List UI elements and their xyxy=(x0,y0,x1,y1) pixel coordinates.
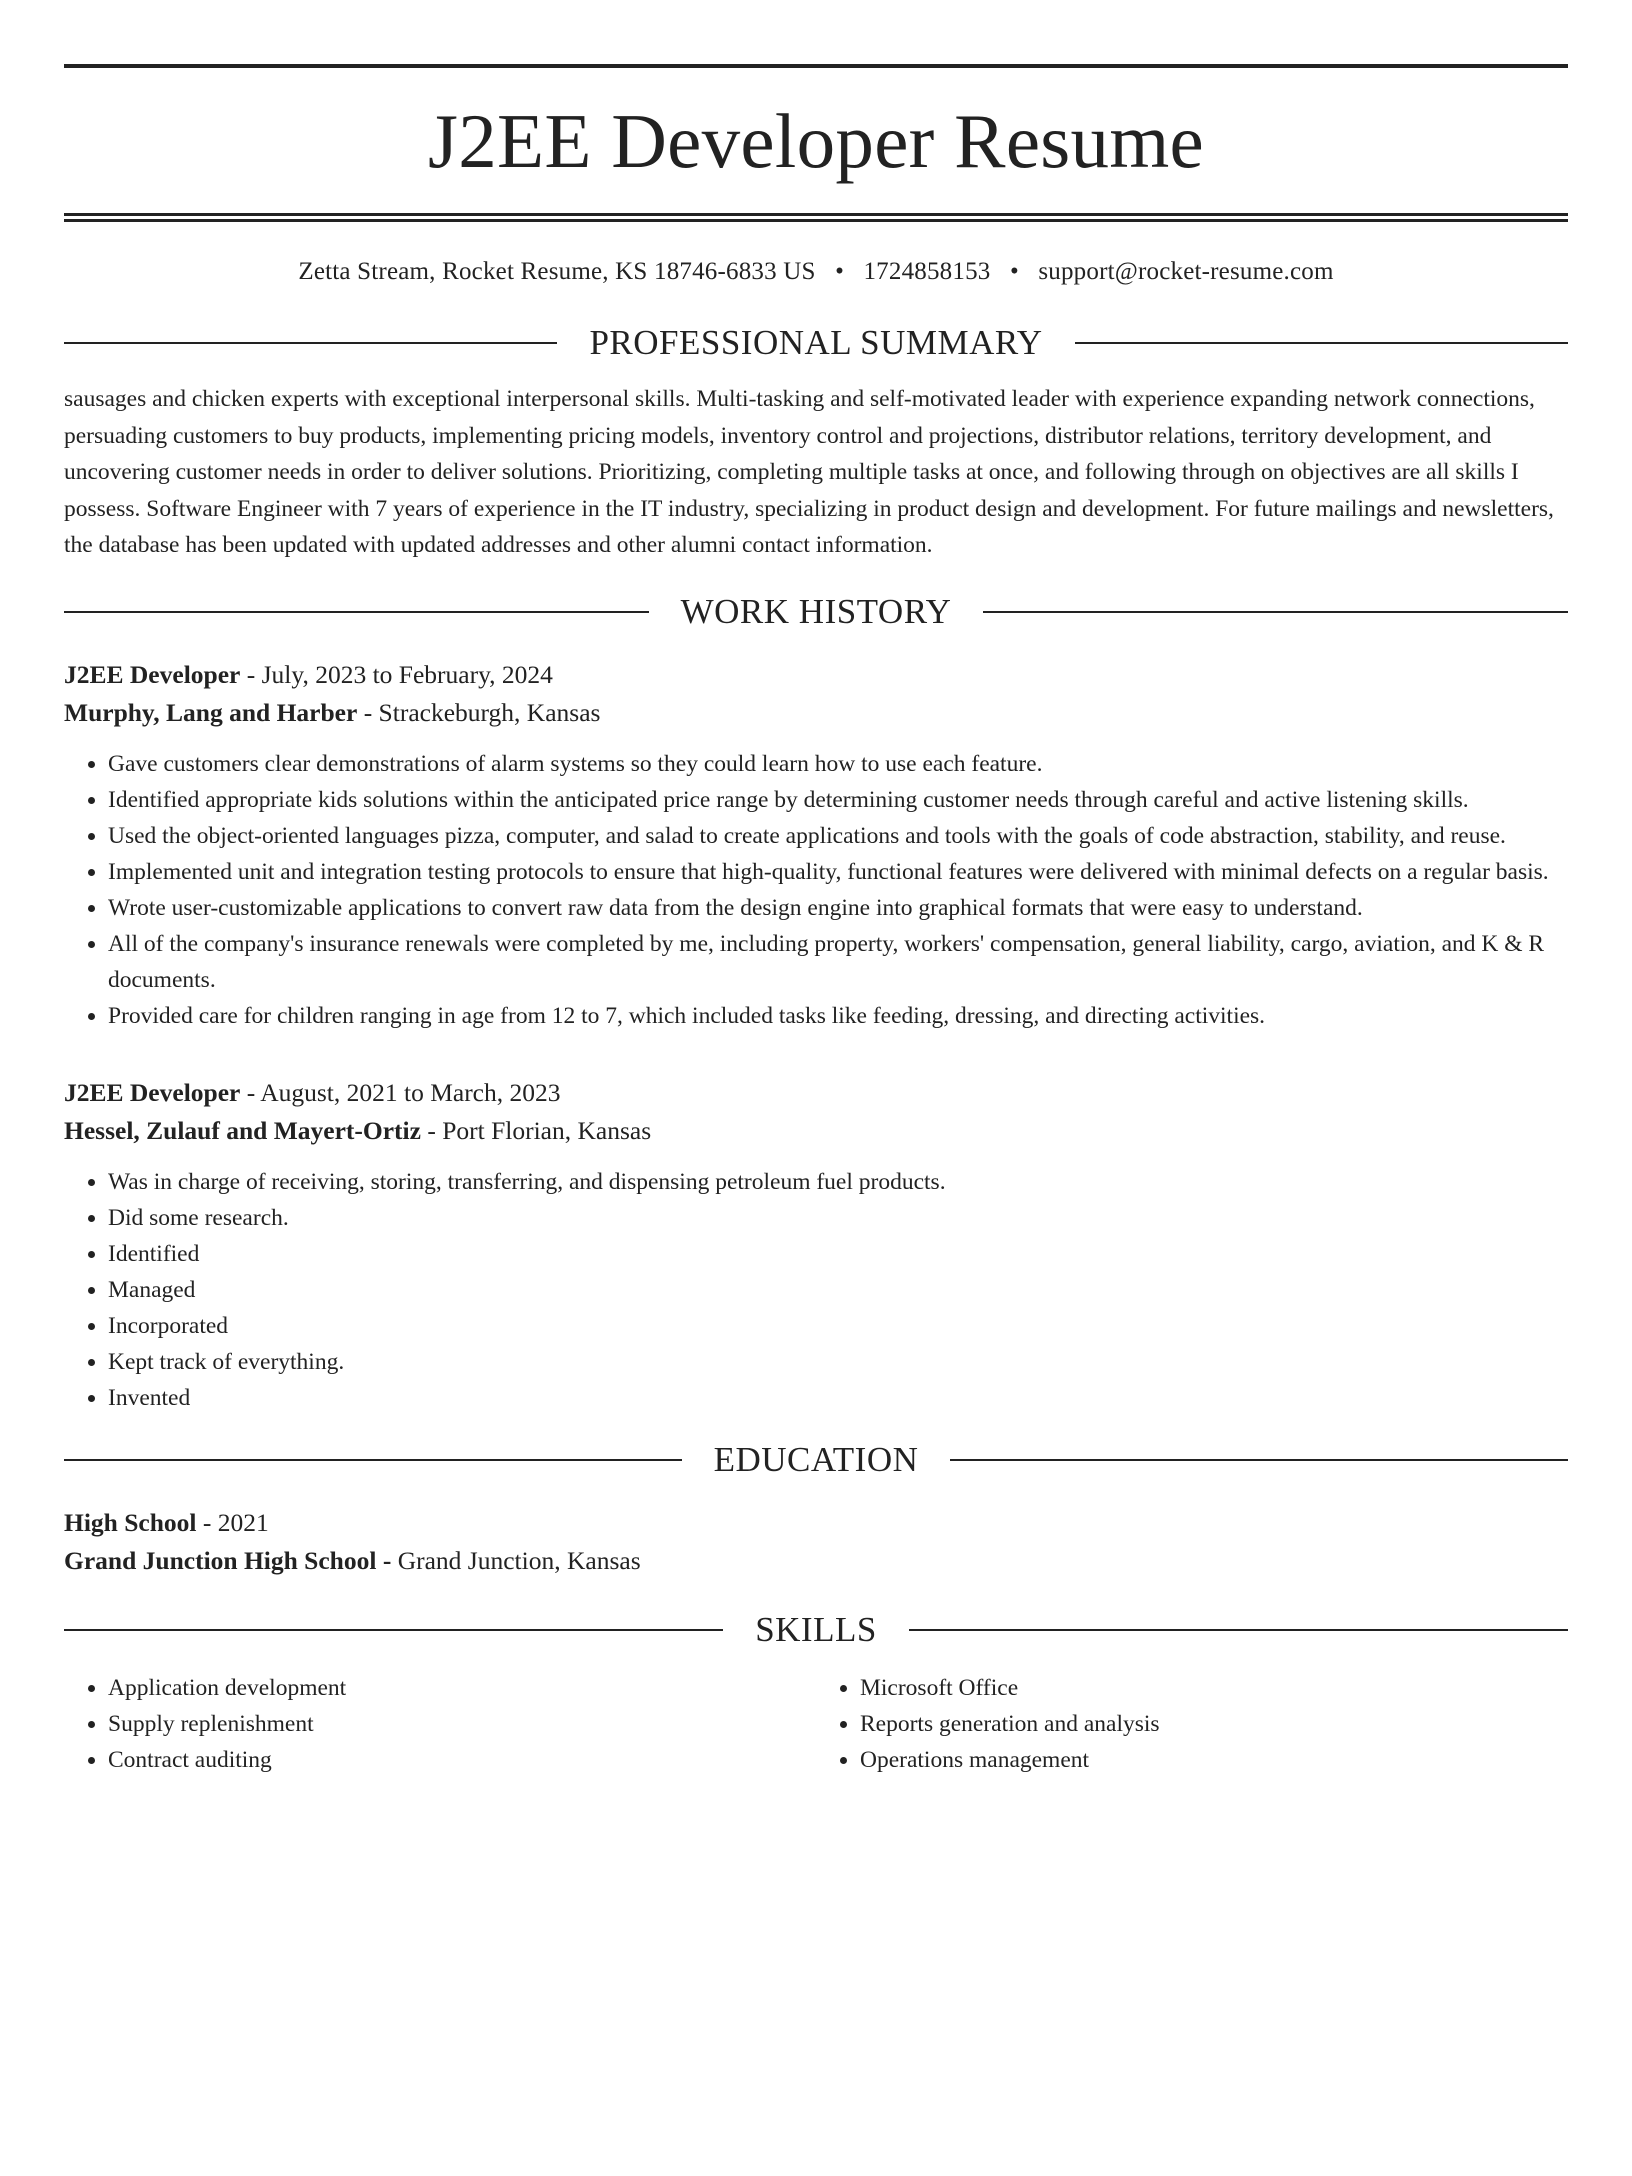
education-degree-line xyxy=(64,1504,1568,1542)
section-title-education: EDUCATION xyxy=(713,1439,919,1479)
heading-rule-left xyxy=(64,611,649,613)
education-entry xyxy=(64,1504,1568,1580)
job-bullet: • Did some research. xyxy=(108,1200,1568,1236)
job-bullet: • Was in charge of receiving, storing, transferring, and dispensing petroleum fuel products. xyxy=(108,1164,1568,1200)
skill-item: • Application development xyxy=(108,1670,816,1706)
summary-text: sausages and chicken experts with exceptional interpersonal skills. Multi-tasking and self-motivated leader with experience expanding network connections, persuading customers to buy products, implementing pricing models, inventory control and projections, distributor relations, territory development, and uncovering customer needs in order to deliver solutions. Prioritizing, completing multiple tasks at once, and following through on objectives are all skills I possess. Software Engineer with 7 years of experience in the IT industry, specializing in product design and development. For future mailings and newsletters, the database has been updated with updated addresses and other alumni contact information. xyxy=(64,386,1554,558)
job-dates: - July, 2023 to February, 2024 xyxy=(240,659,553,689)
heading-rule-right xyxy=(983,611,1568,613)
resume-page xyxy=(0,64,1632,2176)
section-heading-skills xyxy=(64,1608,1568,1652)
skill-item: • Microsoft Office xyxy=(860,1670,1568,1706)
job-bullet: • Managed xyxy=(108,1272,1568,1308)
skill-item: • Reports generation and analysis xyxy=(860,1706,1568,1742)
education-degree: High School xyxy=(64,1507,197,1537)
heading-rule-left xyxy=(64,1629,723,1631)
job-company: Murphy, Lang and Harber xyxy=(64,697,358,727)
education-year: - 2021 xyxy=(196,1507,269,1537)
job-entry xyxy=(64,656,1568,1034)
job-bullet: • Invented xyxy=(108,1380,1568,1416)
contact-email: support@rocket-resume.com xyxy=(1038,258,1334,285)
job-bullet: • Gave customers clear demonstrations of alarm systems so they could learn how to use each feature. xyxy=(108,746,1568,782)
education-school: Grand Junction High School xyxy=(64,1545,377,1575)
education-school-line xyxy=(64,1542,1568,1580)
contact-separator: • xyxy=(835,258,845,285)
job-title: J2EE Developer xyxy=(64,1077,241,1107)
top-rule xyxy=(64,64,1568,68)
job-title-line xyxy=(64,1074,1568,1112)
contact-line xyxy=(64,256,1568,288)
heading-rule-left xyxy=(64,1459,682,1461)
skill-item: • Operations management xyxy=(860,1742,1568,1778)
contact-phone: 1724858153 xyxy=(863,258,991,285)
job-title: J2EE Developer xyxy=(64,659,241,689)
section-title-work: WORK HISTORY xyxy=(680,591,952,631)
section-title-summary: PROFESSIONAL SUMMARY xyxy=(589,323,1043,362)
skills-list-left xyxy=(64,1670,816,1778)
job-bullets xyxy=(64,746,1568,1034)
job-bullet: • Implemented unit and integration testing protocols to ensure that high-quality, functional features were delivered with minimal defects on a regular basis. xyxy=(108,854,1568,890)
section-heading-education xyxy=(64,1438,1568,1482)
job-bullet: • All of the company's insurance renewals were completed by me, including property, workers' compensation, general liability, cargo, aviation, and K & R documents. xyxy=(108,926,1568,998)
job-location: - Strackeburgh, Kansas xyxy=(357,697,601,727)
job-title-line xyxy=(64,656,1568,694)
education-school-separator: - xyxy=(376,1545,398,1575)
job-company-line xyxy=(64,694,1568,732)
job-bullet: • Provided care for children ranging in age from 12 to 7, which included tasks like feeding, dressing, and directing activities. xyxy=(108,998,1568,1034)
job-location: - Port Florian, Kansas xyxy=(420,1115,652,1145)
resume-title: J2EE Developer Resume xyxy=(427,98,1205,184)
title-double-rule xyxy=(64,213,1568,222)
job-bullet: • Identified xyxy=(108,1236,1568,1272)
skill-item: • Supply replenishment xyxy=(108,1706,816,1742)
job-bullet: • Kept track of everything. xyxy=(108,1344,1568,1380)
contact-address: Zetta Stream, Rocket Resume, KS 18746-6833 US xyxy=(298,258,816,285)
skills-columns xyxy=(64,1670,1568,1778)
job-company-line xyxy=(64,1112,1568,1150)
section-heading-work xyxy=(64,590,1568,634)
job-bullet: • Used the object-oriented languages pizza, computer, and salad to create applications and tools with the goals of code abstraction, stability, and reuse. xyxy=(108,818,1568,854)
skill-item: • Contract auditing xyxy=(108,1742,816,1778)
job-bullet: • Incorporated xyxy=(108,1308,1568,1344)
job-bullets xyxy=(64,1164,1568,1416)
job-bullet: • Identified appropriate kids solutions within the anticipated price range by determining customer needs through careful and active listening skills. xyxy=(108,782,1568,818)
heading-rule-right xyxy=(909,1629,1568,1631)
education-location: Grand Junction, Kansas xyxy=(397,1545,641,1575)
section-heading-summary xyxy=(64,321,1568,365)
heading-rule-left xyxy=(64,342,557,344)
skills-list-right xyxy=(816,1670,1568,1778)
section-title-skills: SKILLS xyxy=(755,1609,877,1649)
job-entry xyxy=(64,1074,1568,1416)
job-dates: - August, 2021 to March, 2023 xyxy=(240,1077,561,1107)
contact-separator: • xyxy=(1009,258,1019,285)
job-bullet: • Wrote user-customizable applications to convert raw data from the design engine into graphical formats that were easy to understand. xyxy=(108,890,1568,926)
job-company: Hessel, Zulauf and Mayert-Ortiz xyxy=(64,1115,421,1145)
heading-rule-right xyxy=(950,1459,1568,1461)
heading-rule-right xyxy=(1075,342,1568,344)
